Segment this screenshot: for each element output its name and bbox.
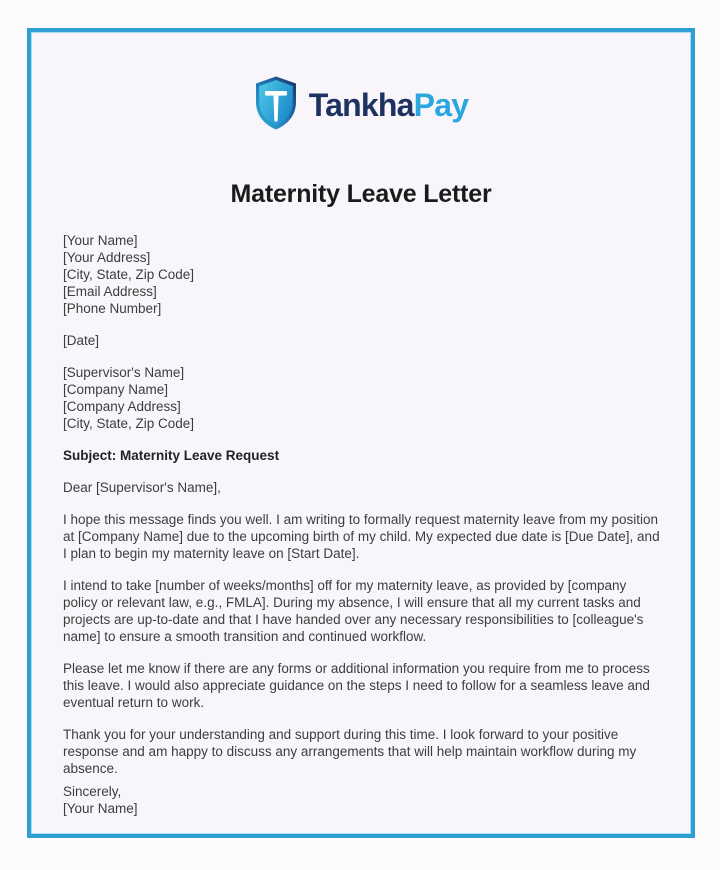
sender-name-line: [Your Name] (63, 233, 138, 248)
paragraph-request: I hope this message finds you well. I am writing to formally request maternity leave from my position at [Company Name] due to the upcoming birth of my child. My expected due date is [Due Date], and I plan to begin my maternity leave on [Start Date]. (63, 512, 660, 561)
letter-title: Maternity Leave Letter (230, 180, 492, 208)
tankhapay-wordmark (309, 85, 468, 121)
recipient-city-line: [City, State, Zip Code] (63, 416, 195, 431)
letter-body (63, 232, 663, 817)
paragraph-thanks: Thank you for your understanding and support during this time. I look forward to your positive response and am happy to discuss any arrangements that will help maintain workflow during my absence. (63, 727, 637, 776)
paragraph-forms: Please let me know if there are any forms or additional information you require from me to process this leave. I would also appreciate guidance on the steps I need to follow for a seamless leave and eventual return to work. (63, 661, 650, 710)
recipient-company-line: [Company Name] (63, 382, 169, 397)
sender-phone-line: [Phone Number] (63, 301, 162, 316)
salutation: Dear [Supervisor's Name], (63, 480, 221, 495)
closing-line: Sincerely, (63, 784, 122, 799)
shield-with-T-icon (254, 76, 298, 130)
sender-address-line: [Your Address] (63, 250, 151, 265)
recipient-address-line: [Company Address] (63, 399, 181, 414)
subject-line: Subject: Maternity Leave Request (63, 448, 280, 463)
tankhapay-logo (31, 76, 691, 130)
sender-email-line: [Email Address] (63, 284, 157, 299)
recipient-block (63, 364, 663, 432)
wordmark-tankha: Tankha (308, 87, 414, 123)
paragraph-duration: I intend to take [number of weeks/months] off for my maternity leave, as provided by [company policy or relevant law, e.g., FMLA]. During my absence, I will ensure that all my current tasks and projects are up-to-date and that I have handed over any necessary responsibilities to [colleague's name] to ensure a smooth transition and continued workflow. (63, 578, 644, 644)
recipient-supervisor-line: [Supervisor's Name] (63, 365, 185, 380)
sender-city-line: [City, State, Zip Code] (63, 267, 195, 282)
closing-block (63, 783, 663, 817)
wordmark-pay: Pay (413, 87, 469, 123)
signature-line: [Your Name] (63, 801, 138, 816)
sender-block (63, 232, 663, 317)
date-line: [Date] (63, 333, 100, 348)
letter-frame (27, 28, 695, 838)
